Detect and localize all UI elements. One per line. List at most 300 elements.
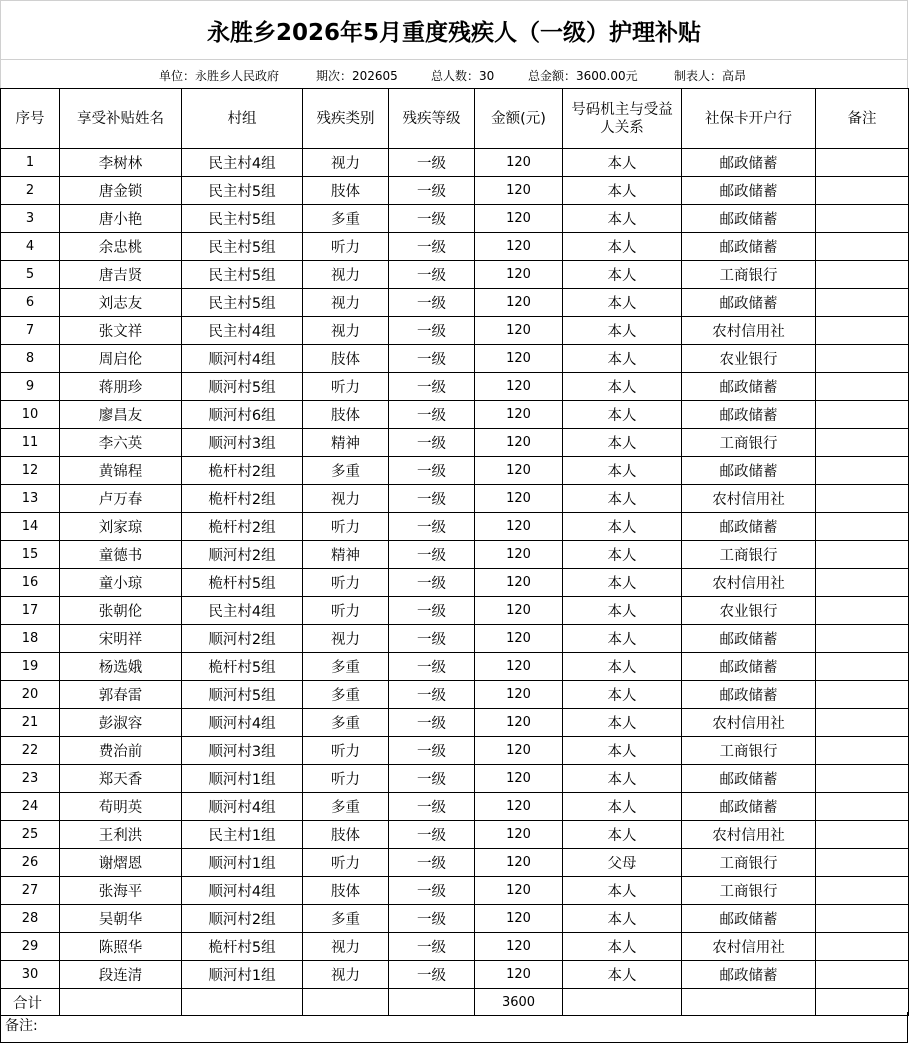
cell-remark[interactable]: [816, 681, 909, 709]
cell-disability-type[interactable]: 听力: [303, 373, 389, 401]
cell-index[interactable]: 4: [1, 233, 60, 261]
cell-remark[interactable]: [816, 233, 909, 261]
cell-index[interactable]: 22: [1, 737, 60, 765]
cell-remark[interactable]: [816, 849, 909, 877]
cell-disability-type[interactable]: 视力: [303, 261, 389, 289]
cell-name[interactable]: 郑天香: [60, 765, 182, 793]
cell-bank[interactable]: 农村信用社: [682, 485, 816, 513]
cell-bank[interactable]: 农村信用社: [682, 569, 816, 597]
cell-relation[interactable]: 本人: [563, 905, 682, 933]
cell-disability-type[interactable]: 视力: [303, 933, 389, 961]
cell-disability-level[interactable]: 一级: [389, 513, 475, 541]
cell-disability-type[interactable]: 肢体: [303, 877, 389, 905]
cell-disability-type[interactable]: 听力: [303, 569, 389, 597]
cell-disability-level[interactable]: 一级: [389, 401, 475, 429]
cell-relation[interactable]: 本人: [563, 765, 682, 793]
cell-village[interactable]: 桅杆村5组: [182, 569, 303, 597]
cell-bank[interactable]: 工商银行: [682, 877, 816, 905]
cell-index[interactable]: 30: [1, 961, 60, 989]
cell-amount[interactable]: 120: [475, 317, 563, 345]
cell-index[interactable]: 18: [1, 625, 60, 653]
cell-remark[interactable]: [816, 457, 909, 485]
cell-disability-level[interactable]: 一级: [389, 485, 475, 513]
cell-index[interactable]: 10: [1, 401, 60, 429]
cell-bank[interactable]: 工商银行: [682, 737, 816, 765]
cell-village[interactable]: 顺河村3组: [182, 737, 303, 765]
cell-name[interactable]: 彭淑容: [60, 709, 182, 737]
cell-bank[interactable]: 邮政储蓄: [682, 401, 816, 429]
cell-remark[interactable]: [816, 401, 909, 429]
cell-disability-level[interactable]: 一级: [389, 373, 475, 401]
cell-bank[interactable]: 邮政储蓄: [682, 905, 816, 933]
cell-relation[interactable]: 本人: [563, 709, 682, 737]
cell-relation[interactable]: 本人: [563, 289, 682, 317]
cell-relation[interactable]: 本人: [563, 877, 682, 905]
cell-village[interactable]: 顺河村4组: [182, 877, 303, 905]
cell-remark[interactable]: [816, 261, 909, 289]
cell-disability-level[interactable]: 一级: [389, 345, 475, 373]
cell-index[interactable]: 2: [1, 177, 60, 205]
cell-bank[interactable]: 邮政储蓄: [682, 625, 816, 653]
cell-index[interactable]: 23: [1, 765, 60, 793]
cell-village[interactable]: 民主村5组: [182, 233, 303, 261]
cell-name[interactable]: 段连清: [60, 961, 182, 989]
cell-bank[interactable]: 邮政储蓄: [682, 205, 816, 233]
cell-amount[interactable]: 120: [475, 401, 563, 429]
cell-bank[interactable]: 邮政储蓄: [682, 513, 816, 541]
cell-village[interactable]: 民主村5组: [182, 289, 303, 317]
cell-amount[interactable]: 120: [475, 457, 563, 485]
cell-disability-level[interactable]: 一级: [389, 793, 475, 821]
meta-preparer[interactable]: 制表人：高昂: [674, 69, 747, 83]
meta-period[interactable]: 期次：202605: [316, 69, 398, 83]
cell-disability-level[interactable]: 一级: [389, 317, 475, 345]
cell-amount[interactable]: 120: [475, 849, 563, 877]
cell-disability-level[interactable]: 一级: [389, 737, 475, 765]
cell-remark[interactable]: [816, 625, 909, 653]
table-row: [1, 233, 909, 261]
cell-index[interactable]: 20: [1, 681, 60, 709]
cell-disability-type[interactable]: 肢体: [303, 177, 389, 205]
cell-bank[interactable]: 农村信用社: [682, 933, 816, 961]
cell-amount[interactable]: 120: [475, 513, 563, 541]
cell-bank[interactable]: 邮政储蓄: [682, 765, 816, 793]
cell-village[interactable]: 民主村5组: [182, 177, 303, 205]
cell-village[interactable]: 顺河村3组: [182, 429, 303, 457]
cell-name[interactable]: 卢万春: [60, 485, 182, 513]
cell-remark[interactable]: [816, 289, 909, 317]
cell-bank[interactable]: 邮政储蓄: [682, 149, 816, 177]
cell-name[interactable]: 童德书: [60, 541, 182, 569]
cell-village[interactable]: 顺河村2组: [182, 541, 303, 569]
cell-name[interactable]: 杨选娥: [60, 653, 182, 681]
cell-name[interactable]: 王利洪: [60, 821, 182, 849]
cell-disability-level[interactable]: 一级: [389, 597, 475, 625]
cell-amount[interactable]: 120: [475, 877, 563, 905]
cell-disability-level[interactable]: 一级: [389, 289, 475, 317]
cell-bank[interactable]: 工商银行: [682, 849, 816, 877]
cell-disability-level[interactable]: 一级: [389, 233, 475, 261]
cell-remark[interactable]: [816, 429, 909, 457]
cell-village[interactable]: 民主村5组: [182, 205, 303, 233]
cell-index[interactable]: 7: [1, 317, 60, 345]
cell-relation[interactable]: 本人: [563, 597, 682, 625]
cell-amount[interactable]: 120: [475, 345, 563, 373]
cell-name[interactable]: 黄锦程: [60, 457, 182, 485]
cell-index[interactable]: 3: [1, 205, 60, 233]
cell-remark[interactable]: [816, 709, 909, 737]
cell-bank[interactable]: 工商银行: [682, 541, 816, 569]
cell-disability-type[interactable]: 听力: [303, 765, 389, 793]
cell-bank[interactable]: 工商银行: [682, 261, 816, 289]
cell-index[interactable]: 29: [1, 933, 60, 961]
cell-index[interactable]: 1: [1, 149, 60, 177]
cell-index[interactable]: 12: [1, 457, 60, 485]
cell-amount[interactable]: 120: [475, 737, 563, 765]
cell-name[interactable]: 唐金锁: [60, 177, 182, 205]
cell-amount[interactable]: 120: [475, 653, 563, 681]
cell-disability-level[interactable]: 一级: [389, 905, 475, 933]
header-cell-amount[interactable]: 金额(元): [475, 89, 563, 149]
cell-index[interactable]: 24: [1, 793, 60, 821]
cell-village[interactable]: 顺河村5组: [182, 681, 303, 709]
cell-bank[interactable]: 邮政储蓄: [682, 177, 816, 205]
note-row[interactable]: 备注:: [0, 1012, 908, 1043]
cell-index[interactable]: 25: [1, 821, 60, 849]
cell-remark[interactable]: [816, 877, 909, 905]
header-cell-bank[interactable]: 社保卡开户行: [682, 89, 816, 149]
cell-disability-type[interactable]: 听力: [303, 849, 389, 877]
cell-remark[interactable]: [816, 793, 909, 821]
cell-disability-level[interactable]: 一级: [389, 849, 475, 877]
cell-name[interactable]: 刘家琼: [60, 513, 182, 541]
cell-village[interactable]: 顺河村6组: [182, 401, 303, 429]
total-amount[interactable]: 3600: [475, 989, 563, 1016]
cell-remark[interactable]: [816, 513, 909, 541]
cell-relation[interactable]: 本人: [563, 373, 682, 401]
table-row: [1, 289, 909, 317]
table-row: [1, 625, 909, 653]
cell-village[interactable]: 民主村4组: [182, 317, 303, 345]
cell-name[interactable]: 余忠桃: [60, 233, 182, 261]
cell-name[interactable]: 蒋朋珍: [60, 373, 182, 401]
sheet-title[interactable]: 永胜乡2026年5月重度残疾人（一级）护理补贴: [0, 0, 908, 59]
cell-name[interactable]: 苟明英: [60, 793, 182, 821]
cell-village[interactable]: 顺河村1组: [182, 849, 303, 877]
cell-village[interactable]: 民主村4组: [182, 597, 303, 625]
cell-disability-level[interactable]: 一级: [389, 569, 475, 597]
cell-disability-type[interactable]: 肢体: [303, 821, 389, 849]
header-cell-index[interactable]: 序号: [1, 89, 60, 149]
cell-relation[interactable]: 本人: [563, 961, 682, 989]
cell-name[interactable]: 陈照华: [60, 933, 182, 961]
header-cell-disability-level[interactable]: 残疾等级: [389, 89, 475, 149]
cell-disability-level[interactable]: 一级: [389, 709, 475, 737]
cell-village[interactable]: 民主村5组: [182, 261, 303, 289]
cell-index[interactable]: 28: [1, 905, 60, 933]
cell-name[interactable]: 谢熠恩: [60, 849, 182, 877]
header-cell-remark[interactable]: 备注: [816, 89, 909, 149]
cell-remark[interactable]: [816, 345, 909, 373]
cell-disability-level[interactable]: 一级: [389, 625, 475, 653]
cell-bank[interactable]: 邮政储蓄: [682, 681, 816, 709]
cell-bank[interactable]: 邮政储蓄: [682, 233, 816, 261]
cell-amount[interactable]: 120: [475, 485, 563, 513]
cell-disability-type[interactable]: 肢体: [303, 401, 389, 429]
cell-relation[interactable]: 本人: [563, 345, 682, 373]
cell-amount[interactable]: 120: [475, 681, 563, 709]
cell-remark[interactable]: [816, 205, 909, 233]
cell-amount[interactable]: 120: [475, 625, 563, 653]
table-row: [1, 961, 909, 989]
header-cell-disability-type[interactable]: 残疾类别: [303, 89, 389, 149]
header-cell-relation[interactable]: 号码机主与受益人关系: [563, 89, 682, 149]
cell-amount[interactable]: 120: [475, 961, 563, 989]
cell-disability-level[interactable]: 一级: [389, 877, 475, 905]
cell-relation[interactable]: 本人: [563, 513, 682, 541]
cell-index[interactable]: 11: [1, 429, 60, 457]
cell-bank[interactable]: 邮政储蓄: [682, 961, 816, 989]
cell-village[interactable]: 桅杆村2组: [182, 485, 303, 513]
cell-amount[interactable]: 120: [475, 429, 563, 457]
cell-disability-type[interactable]: 多重: [303, 793, 389, 821]
table-row: [1, 793, 909, 821]
cell-relation[interactable]: 本人: [563, 681, 682, 709]
cell-relation[interactable]: 本人: [563, 653, 682, 681]
meta-total-amount[interactable]: 总金额：3600.00元: [528, 69, 638, 83]
cell-bank[interactable]: 农业银行: [682, 597, 816, 625]
cell-name[interactable]: 宋明祥: [60, 625, 182, 653]
cell-amount[interactable]: 120: [475, 373, 563, 401]
cell-remark[interactable]: [816, 149, 909, 177]
cell-relation[interactable]: 本人: [563, 485, 682, 513]
cell-amount[interactable]: 120: [475, 149, 563, 177]
cell-disability-type[interactable]: 视力: [303, 317, 389, 345]
cell-relation[interactable]: 本人: [563, 933, 682, 961]
cell-village[interactable]: 桅杆村5组: [182, 933, 303, 961]
cell-name[interactable]: 费治前: [60, 737, 182, 765]
cell-name[interactable]: 吴朝华: [60, 905, 182, 933]
cell-remark[interactable]: [816, 317, 909, 345]
meta-total-people[interactable]: 总人数：30: [431, 69, 495, 83]
cell-village[interactable]: 顺河村2组: [182, 905, 303, 933]
cell-name[interactable]: 唐小艳: [60, 205, 182, 233]
cell-village[interactable]: 桅杆村5组: [182, 653, 303, 681]
cell-remark[interactable]: [816, 765, 909, 793]
cell-index[interactable]: 15: [1, 541, 60, 569]
cell-village[interactable]: 民主村1组: [182, 821, 303, 849]
cell-index[interactable]: 5: [1, 261, 60, 289]
cell-disability-level[interactable]: 一级: [389, 541, 475, 569]
table-row: [1, 149, 909, 177]
cell-remark[interactable]: [816, 933, 909, 961]
cell-bank[interactable]: 邮政储蓄: [682, 457, 816, 485]
cell-index[interactable]: 17: [1, 597, 60, 625]
cell-index[interactable]: 6: [1, 289, 60, 317]
cell-disability-type[interactable]: 多重: [303, 681, 389, 709]
cell-name[interactable]: 刘志友: [60, 289, 182, 317]
cell-remark[interactable]: [816, 653, 909, 681]
cell-disability-type[interactable]: 多重: [303, 457, 389, 485]
cell-relation[interactable]: 本人: [563, 429, 682, 457]
cell-bank[interactable]: 农业银行: [682, 345, 816, 373]
cell-remark[interactable]: [816, 737, 909, 765]
cell-relation[interactable]: 本人: [563, 737, 682, 765]
cell-amount[interactable]: 120: [475, 765, 563, 793]
cell-bank[interactable]: 农村信用社: [682, 709, 816, 737]
cell-name[interactable]: 郭春雷: [60, 681, 182, 709]
cell-bank[interactable]: 邮政储蓄: [682, 373, 816, 401]
cell-index[interactable]: 13: [1, 485, 60, 513]
cell-relation[interactable]: 本人: [563, 541, 682, 569]
cell-disability-type[interactable]: 听力: [303, 513, 389, 541]
cell-relation[interactable]: 本人: [563, 793, 682, 821]
cell-disability-type[interactable]: 视力: [303, 289, 389, 317]
cell-village[interactable]: 桅杆村2组: [182, 513, 303, 541]
cell-relation[interactable]: 本人: [563, 625, 682, 653]
cell-disability-level[interactable]: 一级: [389, 933, 475, 961]
cell-index[interactable]: 14: [1, 513, 60, 541]
cell-bank[interactable]: 农村信用社: [682, 821, 816, 849]
cell-remark[interactable]: [816, 821, 909, 849]
cell-amount[interactable]: 120: [475, 233, 563, 261]
table-row: [1, 765, 909, 793]
cell-relation[interactable]: 本人: [563, 821, 682, 849]
total-label[interactable]: 合计: [1, 989, 60, 1016]
cell-remark[interactable]: [816, 597, 909, 625]
table-row: [1, 569, 909, 597]
cell-disability-type[interactable]: 视力: [303, 149, 389, 177]
cell-village[interactable]: 顺河村4组: [182, 345, 303, 373]
cell-relation[interactable]: 本人: [563, 317, 682, 345]
cell-bank[interactable]: 邮政储蓄: [682, 653, 816, 681]
cell-amount[interactable]: 120: [475, 289, 563, 317]
cell-disability-level[interactable]: 一级: [389, 205, 475, 233]
cell-name[interactable]: 童小琼: [60, 569, 182, 597]
cell-name[interactable]: 廖昌友: [60, 401, 182, 429]
cell-disability-level[interactable]: 一级: [389, 821, 475, 849]
header-cell-name[interactable]: 享受补贴姓名: [60, 89, 182, 149]
table-row: [1, 177, 909, 205]
cell-index[interactable]: 16: [1, 569, 60, 597]
cell-name[interactable]: 李树林: [60, 149, 182, 177]
cell-amount[interactable]: 120: [475, 821, 563, 849]
cell-disability-level[interactable]: 一级: [389, 653, 475, 681]
cell-index[interactable]: 8: [1, 345, 60, 373]
cell-bank[interactable]: 邮政储蓄: [682, 793, 816, 821]
meta-unit[interactable]: 单位：永胜乡人民政府: [159, 69, 280, 83]
cell-remark[interactable]: [816, 541, 909, 569]
cell-bank[interactable]: 工商银行: [682, 429, 816, 457]
cell-name[interactable]: 张朝伦: [60, 597, 182, 625]
cell-amount[interactable]: 120: [475, 905, 563, 933]
cell-remark[interactable]: [816, 485, 909, 513]
cell-index[interactable]: 19: [1, 653, 60, 681]
cell-bank[interactable]: 邮政储蓄: [682, 289, 816, 317]
cell-disability-type[interactable]: 视力: [303, 625, 389, 653]
cell-village[interactable]: 顺河村2组: [182, 625, 303, 653]
cell-relation[interactable]: 本人: [563, 457, 682, 485]
cell-relation[interactable]: 本人: [563, 205, 682, 233]
cell-remark[interactable]: [816, 177, 909, 205]
cell-amount[interactable]: 120: [475, 793, 563, 821]
cell-index[interactable]: 9: [1, 373, 60, 401]
header-cell-village[interactable]: 村组: [182, 89, 303, 149]
cell-relation[interactable]: 本人: [563, 233, 682, 261]
cell-disability-type[interactable]: 多重: [303, 653, 389, 681]
cell-name[interactable]: 张海平: [60, 877, 182, 905]
cell-disability-level[interactable]: 一级: [389, 681, 475, 709]
cell-remark[interactable]: [816, 961, 909, 989]
cell-disability-type[interactable]: 听力: [303, 737, 389, 765]
cell-disability-type[interactable]: 精神: [303, 429, 389, 457]
cell-remark[interactable]: [816, 569, 909, 597]
cell-village[interactable]: 顺河村4组: [182, 793, 303, 821]
cell-amount[interactable]: 120: [475, 541, 563, 569]
cell-disability-type[interactable]: 视力: [303, 485, 389, 513]
cell-disability-type[interactable]: 视力: [303, 961, 389, 989]
cell-disability-level[interactable]: 一级: [389, 149, 475, 177]
cell-amount[interactable]: 120: [475, 205, 563, 233]
cell-relation[interactable]: 本人: [563, 149, 682, 177]
cell-index[interactable]: 27: [1, 877, 60, 905]
cell-village[interactable]: 顺河村5组: [182, 373, 303, 401]
cell-amount[interactable]: 120: [475, 177, 563, 205]
cell-relation[interactable]: 本人: [563, 177, 682, 205]
cell-village[interactable]: 民主村4组: [182, 149, 303, 177]
cell-relation[interactable]: 本人: [563, 569, 682, 597]
cell-disability-type[interactable]: 听力: [303, 597, 389, 625]
cell-relation[interactable]: 父母: [563, 849, 682, 877]
cell-amount[interactable]: 120: [475, 569, 563, 597]
subsidy-table: [0, 88, 909, 1016]
cell-disability-level[interactable]: 一级: [389, 429, 475, 457]
cell-disability-type[interactable]: 多重: [303, 205, 389, 233]
cell-amount[interactable]: 120: [475, 261, 563, 289]
cell-disability-level[interactable]: 一级: [389, 961, 475, 989]
cell-disability-type[interactable]: 肢体: [303, 345, 389, 373]
cell-remark[interactable]: [816, 905, 909, 933]
cell-amount[interactable]: 120: [475, 709, 563, 737]
cell-village[interactable]: 顺河村1组: [182, 765, 303, 793]
cell-remark[interactable]: [816, 373, 909, 401]
cell-name[interactable]: 周启伦: [60, 345, 182, 373]
cell-bank[interactable]: 农村信用社: [682, 317, 816, 345]
cell-disability-level[interactable]: 一级: [389, 177, 475, 205]
cell-name[interactable]: 李六英: [60, 429, 182, 457]
cell-name[interactable]: 张文祥: [60, 317, 182, 345]
table-row: [1, 681, 909, 709]
cell-name[interactable]: 唐吉贤: [60, 261, 182, 289]
cell-disability-type[interactable]: 多重: [303, 905, 389, 933]
cell-disability-level[interactable]: 一级: [389, 457, 475, 485]
cell-disability-type[interactable]: 精神: [303, 541, 389, 569]
cell-amount[interactable]: 120: [475, 597, 563, 625]
cell-disability-level[interactable]: 一级: [389, 765, 475, 793]
cell-index[interactable]: 21: [1, 709, 60, 737]
cell-village[interactable]: 桅杆村2组: [182, 457, 303, 485]
cell-village[interactable]: 顺河村1组: [182, 961, 303, 989]
cell-disability-type[interactable]: 多重: [303, 709, 389, 737]
cell-disability-type[interactable]: 听力: [303, 233, 389, 261]
cell-disability-level[interactable]: 一级: [389, 261, 475, 289]
cell-amount[interactable]: 120: [475, 933, 563, 961]
cell-index[interactable]: 26: [1, 849, 60, 877]
table-row: [1, 373, 909, 401]
cell-relation[interactable]: 本人: [563, 401, 682, 429]
cell-relation[interactable]: 本人: [563, 261, 682, 289]
cell-village[interactable]: 顺河村4组: [182, 709, 303, 737]
